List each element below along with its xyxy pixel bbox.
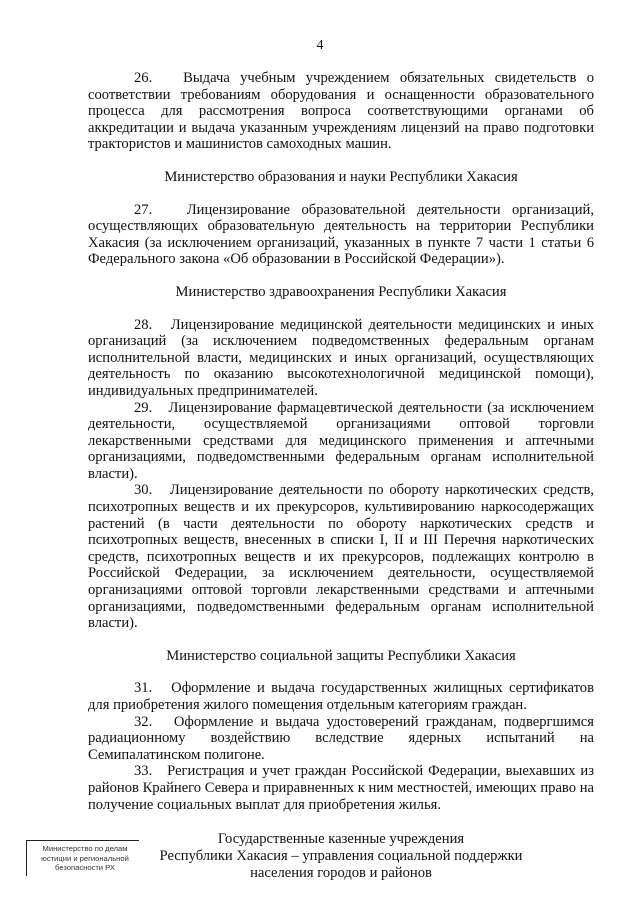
footer-heading-line-3: населения городов и районов [250,864,432,881]
stamp-line-2: юстиции и региональной [41,853,129,863]
heading-education-ministry: Министерство образования и науки Республики Хакасия [164,168,518,185]
document-body [88,70,594,882]
paragraph-26: 26. Выдача учебным учреждением обязательных свидетельств о соответствии требованиям оборудования и оснащенности образовательного процесса для рассмотрения вопроса соответствующими органами об аккредитации и выдача указанным учреждениям лицензий на право подготовки трактористов и машинистов самоходных машин. [88,70,594,153]
paragraph-27: 27. Лицензирование образовательной деятельности организаций, осуществляющих образовательную деятельность на территории Республики Хакасия (за исключением организаций, указанных в пункте 7 части 1 статьи 6 Федерального закона «Об образовании в Российской Федерации»). [88,201,594,268]
paragraph-31: 31. Оформление и выдача государственных жилищных сертификатов для приобретения жилого помещения отдельным категориям граждан. [88,680,594,713]
paragraph-32: 32. Оформление и выдача удостоверений гражданам, подвергшимся радиационному воздействию вследствие ядерных испытаний на Семипалатинском полигоне. [88,713,594,763]
paragraph-33: 33. Регистрация и учет граждан Российской Федерации, выехавших из районов Крайнего Севера и приравненных к ним местностей, имеющих право на получение социальных выплат для приобретения жилья. [88,763,594,813]
paragraph-30: 30. Лицензирование деятельности по обороту наркотических средств, психотропных веществ и их прекурсоров, культивированию наркосодержащих растений (в части деятельности по обороту наркотических средств и психотропных веществ, внесенных в списки I, II и III Перечня наркотических средств, психотропных веществ и их прекурсоров, подлежащих контролю в Российской Федерации, за исключением деятельности, осуществляемой организациями оптовой торговли лекарственными средствами и аптечными организациями, подведомственными федеральным органам исполнительной власти). [88,482,594,632]
registration-stamp [26,840,139,876]
page-number: 4 [316,38,324,53]
heading-social-ministry: Министерство социальной защиты Республики Хакасия [166,647,516,664]
paragraph-28: 28. Лицензирование медицинской деятельности медицинских и иных организаций (за исключением подведомственных федеральным органам исполнительной власти, медицинских и иных организаций, осуществляющих деятельность по оказанию высокотехнологичной медицинской помощи), индивидуальных предпринимателей. [88,316,594,399]
footer-heading-line-2: Республики Хакасия – управления социальной поддержки [159,847,523,864]
heading-health-ministry: Министерство здравоохранения Республики Хакасия [175,283,507,300]
stamp-line-1: Министерство по делам [42,844,128,853]
footer-heading-line-1: Государственные казенные учреждения [217,831,465,848]
paragraph-29: 29. Лицензирование фармацевтической деятельности (за исключением деятельности, осуществляемой организациями оптовой торговли лекарственными средствами для медицинского применения и аптечными организациями, подведомственными федеральным органам исполнительной власти). [88,399,594,482]
stamp-line-3: безопасности РХ [55,863,115,873]
